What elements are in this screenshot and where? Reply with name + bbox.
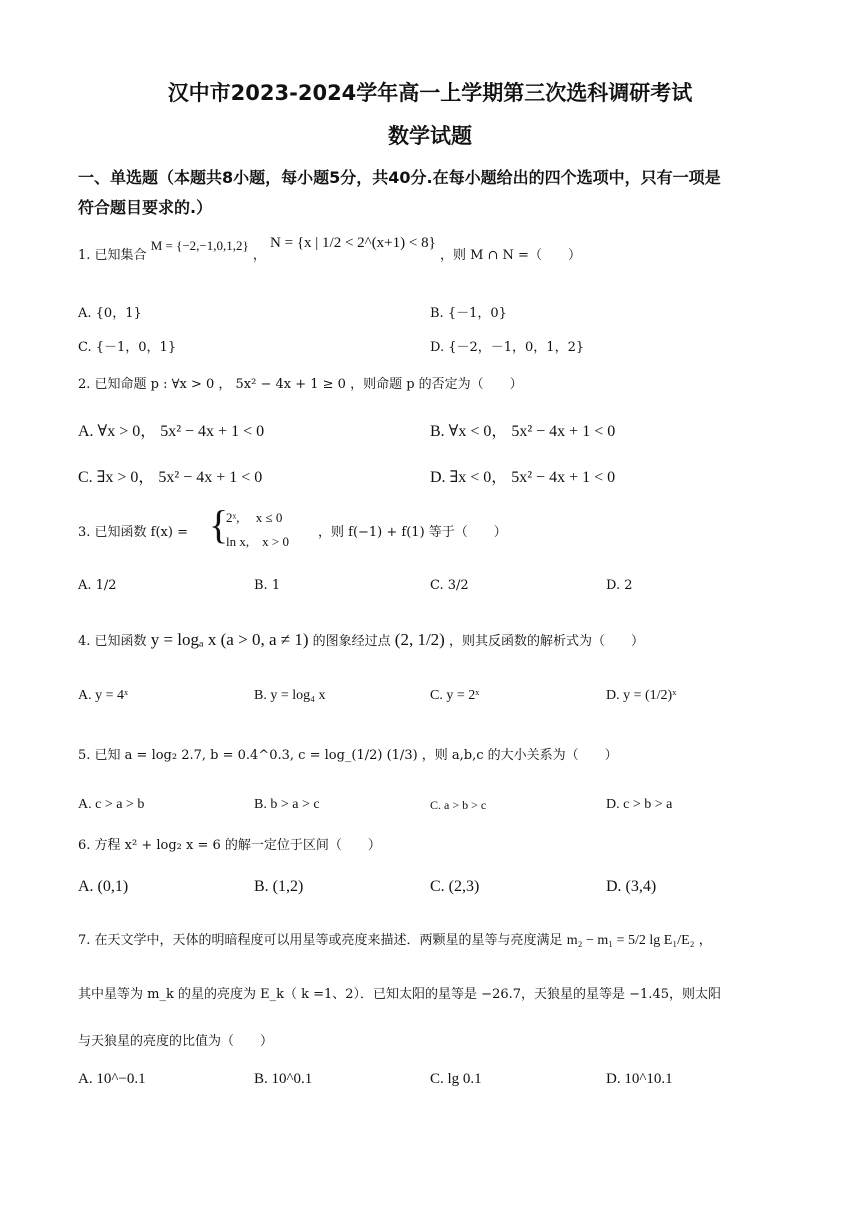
q7-line1-prefix: 7. 在天文学中，天体的明暗程度可以用星等或亮度来描述．两颗星的星等与亮度满足 — [78, 933, 563, 948]
q1-option-b: B. {－1，0} — [430, 306, 507, 321]
q4-option-a: A. y = 4ˣ — [78, 688, 129, 703]
exam-subtitle: 数学试题 — [388, 124, 472, 148]
question-1 — [78, 235, 581, 263]
question-4 — [78, 630, 644, 650]
question-5: 5. 已知 a = log₂ 2.7, b = 0.4^0.3, c = log_(1/2) (1/3) ，则 a,b,c 的大小关系为（ ） — [78, 748, 618, 763]
q3-option-c: C. 3/2 — [430, 578, 469, 593]
q1-option-d: D. {－2，－1，0，1，2} — [430, 340, 585, 355]
q7-option-b: B. 10^0.1 — [254, 1071, 313, 1087]
q3-option-b: B. 1 — [254, 578, 281, 593]
q4-option-d: D. y = (1/2)ˣ — [606, 688, 677, 703]
q1-option-c: C. {－1，0，1} — [78, 340, 177, 355]
question-7-line-1 — [78, 929, 712, 949]
exam-title: 汉中市2023-2024学年高一上学期第三次选科调研考试 — [167, 81, 693, 105]
section-heading-line1: 一、单选题（本题共8小题，每小题5分，共40分.在每小题给出的四个选项中，只有一项是 — [78, 168, 721, 187]
q4-option-b: B. y = log₄ x — [254, 688, 326, 703]
q4-prefix: 4. 已知函数 — [78, 634, 147, 649]
q3-option-a: A. 1/2 — [78, 578, 117, 593]
q7-line1-end: ， — [698, 933, 712, 948]
q1-prefix: 1. 已知集合 — [78, 248, 147, 263]
q1-mid: ， — [252, 248, 266, 263]
q3-prefix: 3. 已知函数 f(x) = — [78, 525, 188, 540]
section-heading — [78, 163, 788, 223]
q7-option-d: D. 10^10.1 — [606, 1071, 673, 1087]
q3-piece-2: ln x, x > 0 — [226, 534, 289, 549]
q3-brace: { — [209, 502, 229, 547]
q4-option-c: C. y = 2ˣ — [430, 688, 480, 703]
q4-function: y = logₐ x (a > 0, a ≠ 1) — [150, 630, 309, 649]
q6-option-a: A. (0,1) — [78, 878, 129, 895]
q6-option-d: D. (3,4) — [606, 878, 657, 895]
question-6: 6. 方程 x² + log₂ x = 6 的解一定位于区间（ ） — [78, 838, 381, 853]
q1-option-a: A. {0，1} — [78, 306, 142, 321]
q5-option-c: C. a > b > c — [430, 798, 487, 812]
q7-formula: m₂ − m₁ = 5/2 lg E₁/E₂ — [566, 933, 695, 948]
q7-option-a: A. 10^−0.1 — [78, 1071, 146, 1087]
q1-suffix: ，则 M ∩ N =（ ） — [439, 248, 581, 263]
q6-option-c: C. (2,3) — [430, 878, 480, 895]
q2-option-a: A. ∀x > 0， 5x² − 4x + 1 < 0 — [78, 423, 265, 440]
q3-option-d: D. 2 — [606, 578, 633, 593]
q3-suffix: ，则 f(−1) + f(1) 等于（ ） — [318, 525, 507, 540]
q4-mid: 的图象经过点 — [312, 634, 391, 649]
section-heading-line2: 符合题目要求的.） — [78, 198, 213, 217]
question-7-line-2: 其中星等为 m_k 的星的亮度为 E_k（ k =1、2）．已知太阳的星等是 −26.7，天狼星的星等是 −1.45，则太阳 — [78, 987, 721, 1002]
q7-option-c: C. lg 0.1 — [430, 1071, 482, 1087]
question-2: 2. 已知命题 p : ∀x > 0 ， 5x² − 4x + 1 ≥ 0 ，则命题 p 的否定为（ ） — [78, 377, 523, 392]
q6-option-b: B. (1,2) — [254, 878, 304, 895]
question-7-line-3: 与天狼星的亮度的比值为（ ） — [78, 1034, 274, 1049]
q4-point: (2, 1/2) — [394, 630, 445, 649]
q4-suffix: ，则其反函数的解析式为（ ） — [448, 634, 644, 649]
q5-option-d: D. c > b > a — [606, 797, 673, 812]
q2-option-b: B. ∀x < 0， 5x² − 4x + 1 < 0 — [430, 423, 616, 440]
q2-option-d: D. ∃x < 0， 5x² − 4x + 1 < 0 — [430, 469, 616, 486]
q1-set-m: M = {−2,−1,0,1,2} — [150, 237, 249, 253]
q5-option-a: A. c > a > b — [78, 797, 145, 812]
q5-option-b: B. b > a > c — [254, 797, 320, 812]
q3-piece-1: 2ˣ, x ≤ 0 — [226, 510, 283, 525]
q2-option-c: C. ∃x > 0， 5x² − 4x + 1 < 0 — [78, 469, 263, 486]
q1-set-n: N = {x | 1/2 < 2^(x+1) < 8} — [270, 235, 436, 251]
